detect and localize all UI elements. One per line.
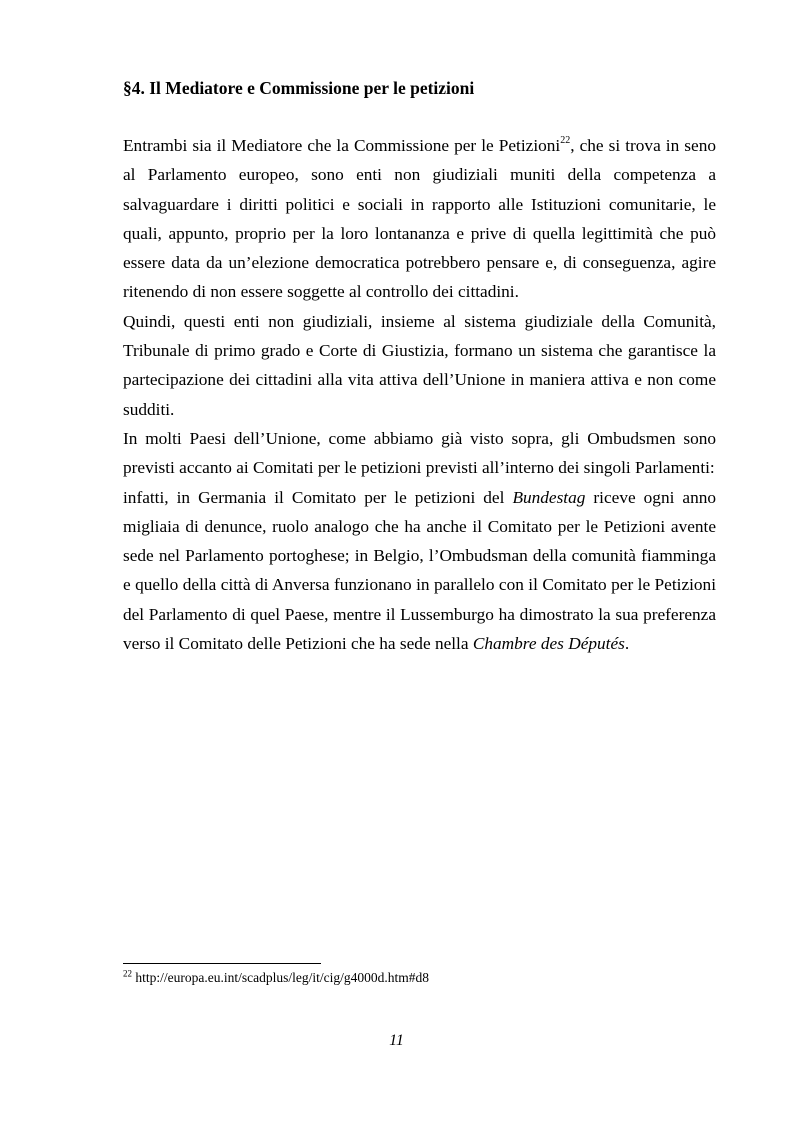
italic-chambre-des-deputes: Chambre des Députés xyxy=(472,634,625,654)
section-heading: §4. Il Mediatore e Commissione per le petizioni xyxy=(123,78,475,98)
footnote-number: 22 xyxy=(123,968,132,979)
footnote xyxy=(123,969,723,987)
paragraph-4 xyxy=(123,483,716,659)
paragraph-4-text-c: . xyxy=(624,634,630,654)
footnote-link[interactable]: http://europa.eu.int/scadplus/leg/it/cig/g4000d.htm#d8 xyxy=(132,970,429,985)
paragraph-2: Quindi, questi enti non giudiziali, insieme al sistema giudiziale della Comunità, Tribunale di primo grado e Corte di Giustizia, formano un sistema che garantisce la partecipazione dei cittadini alla vita attiva dell’Unione in maniera attiva e non come sudditi. xyxy=(123,311,716,419)
footnote-separator xyxy=(123,963,321,964)
paragraph-3: In molti Paesi dell’Unione, come abbiamo già visto sopra, gli Ombudsmen sono previsti accanto ai Comitati per le petizioni previsti all’interno dei singoli Parlamenti: xyxy=(123,428,716,478)
paragraph-1-text-b: , che si trova in seno al Parlamento europeo, sono enti non giudiziali muniti della competenza a salvaguardare i diritti politici e sociali in rapporto alle Istituzioni comunitarie, le quali, appunto, proprio per la loro lontananza e prive di quella legittimità che può essere data da un’elezione democratica potrebbero pensare e, di conseguenza, agire ritenendo di non essere soggette al controllo dei cittadini. xyxy=(123,136,716,302)
footnote-reference[interactable]: 22 xyxy=(560,135,571,147)
paragraph-4-text-a: infatti, in Germania il Comitato per le petizioni del xyxy=(123,487,513,507)
paragraph-1-text-a: Entrambi sia il Mediatore che la Commissione per le Petizioni xyxy=(123,136,561,155)
italic-bundestag: Bundestag xyxy=(512,487,586,507)
body-text xyxy=(123,131,716,658)
page-number: 11 xyxy=(389,1032,404,1049)
paragraph-4-text-b: riceve ogni anno migliaia di denunce, ruolo analogo che ha anche il Comitato per le Petizioni avente sede nel Parlamento portoghese; in Belgio, l’Ombudsman della comunità fiamminga e quello della città di Anversa funzionano in parallelo con il Comitato per le Petizioni del Parlamento di quel Paese, mentre il Lussemburgo ha dimostrato la sua preferenza verso il Comitato delle Petizioni che ha sede nella xyxy=(123,487,717,654)
paragraph-1 xyxy=(123,131,716,307)
